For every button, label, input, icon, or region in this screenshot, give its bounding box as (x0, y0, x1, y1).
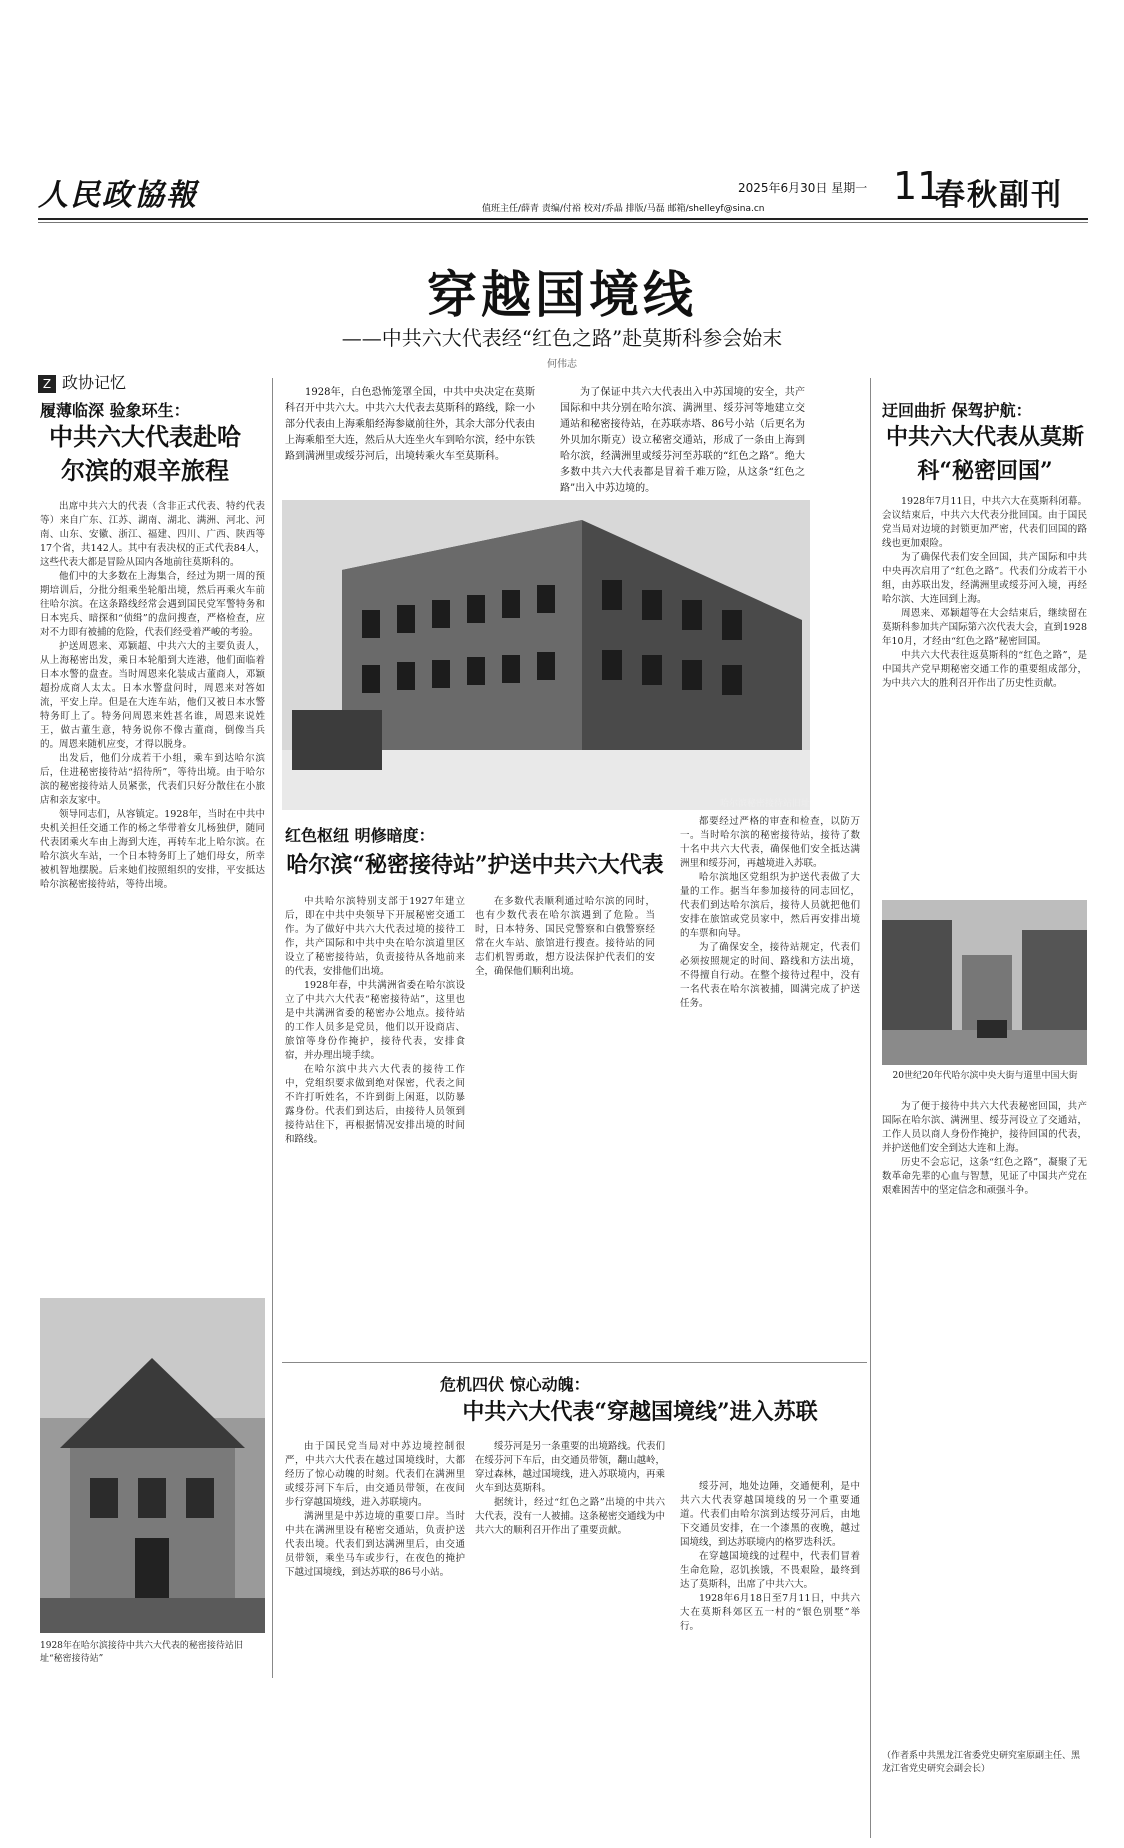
article1-paragraph: 护送周恩来、邓颖超、中共六大的主要负责人，从上海秘密出发，乘日本轮船到大连港，他们面临着日本水警的盘查。当时周恩来化装成古董商人，邓颖超扮成商人太太。日本水警盘问时，周恩来对答如流，平安上岸。但是在大连车站，他们又被日本水警特务盯上了。特务问周恩来姓甚名谁，周恩来说姓王，做古董生意，特务说你不像古董商，倒像当兵的。周恩来随机应变，才得以脱身。 (40, 641, 265, 750)
intro-right (560, 385, 805, 495)
article1-kicker: 履薄临深 验象环生： (40, 401, 190, 420)
article3-body-col3 (680, 1480, 860, 1835)
article3-paragraph: 绥芬河是另一条重要的出境路线。代表们在绥芬河下车后，由交通员带领，翻山越岭，穿过森林，越过国境线，进入苏联境内，再乘火车到达莫斯科。 (475, 1441, 665, 1494)
section-divider (282, 1362, 867, 1363)
left-photo (40, 1298, 265, 1633)
article1-paragraph: 出发后，他们分成若干小组，乘车到达哈尔滨后，住进秘密接待站“招待所”，等待出境。由于哈尔滨的秘密接待站人员紧张，代表们只好分散住在小旅店和亲友家中。 (40, 753, 265, 806)
article3-paragraph: 在穿越国境线的过程中，代表们冒着生命危险，忍饥挨饿，不畏艰险，最终到达了莫斯科，出席了中共六大。 (680, 1551, 860, 1590)
intro-left-text: 1928年，白色恐怖笼罩全国，中共中央决定在莫斯科召开中共六大。中共六大代表去莫斯科的路线，除一小部分代表由上海乘船经海参崴前往外，其余大部分代表由上海乘船至大连，然后从大连坐火车到哈尔滨，经中东铁路到满洲里或绥芬河后，出境转乘火车至莫斯科。 (285, 387, 535, 462)
article3-paragraph: 满洲里是中苏边境的重要口岸。当时中共在满洲里设有秘密交通站，负责护送代表出境。代表们到达满洲里后，由交通员带领，乘坐马车或步行，在夜色的掩护下越过国境线，到达苏联的86号小站。 (285, 1511, 465, 1578)
article2-paragraph: 为了确保安全，接待站规定，代表们必须按照规定的时间、路线和方法出境，不得擅自行动。在整个接待过程中，没有一名代表在哈尔滨被捕，圆满完成了护送任务。 (680, 942, 860, 1009)
article4-kicker: 迂回曲折 保驾护航： (882, 401, 1032, 420)
article2-paragraph: 都要经过严格的审查和检查，以防万一。当时哈尔滨的秘密接待站，接待了数十名中共六大代表，确保他们安全抵达满洲里和绥芬河，再越境进入苏联。 (680, 816, 860, 869)
article4-paragraph: 为了便于接待中共六大代表秘密回国，共产国际在哈尔滨、满洲里、绥芬河设立了交通站，工作人员以商人身份作掩护，接待回国的代表，并护送他们安全到达大连和上海。 (882, 1101, 1087, 1154)
page-number: 11 (893, 164, 942, 208)
intro-left (285, 385, 535, 495)
article4-title: 中共六大代表从莫斯科“秘密回国” (885, 424, 1084, 484)
byline: 何伟志 (547, 359, 577, 370)
main-photo-caption: 哈尔滨秘密接待站旧址 (719, 799, 810, 809)
article3-paragraph: 1928年6月18日至7月11日，中共六大在莫斯科郊区五一村的“银色别墅”举行。 (680, 1593, 860, 1632)
article2-body-col2 (475, 895, 655, 1350)
intro-right-text: 为了保证中共六大代表出入中苏国境的安全，共产国际和中共分别在哈尔滨、满洲里、绥芬河等地建立交通站和秘密接待站，在苏联赤塔、86号小站（后更名为外贝加尔斯克）设立秘密交通站，形成了一条由上海到哈尔滨，经满洲里或绥芬河至苏联的“红色之路”。绝大多数中共六大代表都是冒着千难万险，从这条“红色之路”出入中苏边境的。 (560, 387, 805, 494)
article1-body (40, 500, 265, 1290)
page-subtitle: ——中共六大代表经“红色之路”赴莫斯科参会始末 (341, 326, 783, 350)
article4-body-continued (882, 1100, 1087, 1740)
column-divider (870, 378, 871, 1838)
newspaper-logo: 人民政協報 (38, 178, 198, 213)
article3-kicker: 危机四伏 惊心动魄： (440, 1375, 590, 1394)
column-tag-label: 政协记忆 (62, 373, 127, 392)
article3-paragraph: 绥芬河，地处边陲，交通便利，是中共六大代表穿越国境线的另一个重要通道。代表们由哈尔滨到达绥芬河后，由地下交通员安排，在一个漆黑的夜晚，越过国境线，到达苏联境内的格罗迭科沃。 (680, 1481, 860, 1548)
article3-body-col2 (475, 1440, 665, 1835)
article1-title: 中共六大代表赴哈尔滨的艰辛旅程 (49, 422, 241, 485)
article4-paragraph: 中共六大代表往返莫斯科的“红色之路”，是中国共产党早期秘密交通工作的重要组成部分，为中共六大的胜利召开作出了历史性贡献。 (882, 650, 1087, 689)
column-divider (272, 378, 273, 1678)
article4-paragraph: 历史不会忘记，这条“红色之路”，凝聚了无数革命先辈的心血与智慧，见证了中国共产党在艰难困苦中的坚定信念和顽强斗争。 (882, 1157, 1087, 1196)
article2-paragraph: 中共哈尔滨特别支部于1927年建立后，即在中共中央领导下开展秘密交通工作。为了做好中共六大代表过境的接待工作，共产国际和中共中央在哈尔滨道里区设立了秘密接待站，负责接待从各地前来的代表，安排他们出境。 (285, 896, 465, 977)
column-tag (38, 370, 126, 393)
masthead-rule-thin (38, 222, 1088, 223)
article2-kicker: 红色枢纽 明修暗度： (285, 826, 435, 845)
article2-paragraph: 哈尔滨地区党组织为护送代表做了大量的工作。据当年参加接待的同志回忆，代表们到达哈尔滨后，接待人员就把他们安排在旅馆或党员家中，然后再安排出境的车票和向导。 (680, 872, 860, 939)
main-photo (282, 500, 810, 810)
article4-paragraph: 周恩来、邓颖超等在大会结束后，继续留在莫斯科参加共产国际第六次代表大会，直到1928年10月，才经由“红色之路”秘密回国。 (882, 608, 1087, 647)
article2-body-col3 (680, 815, 860, 1350)
article3-paragraph: 据统计，经过“红色之路”出境的中共六大代表，没有一人被捕。这条秘密交通线为中共六大的顺利召开作出了重要贡献。 (475, 1497, 665, 1536)
article3-body-col1 (285, 1440, 465, 1835)
right-photo-caption: 20世纪20年代哈尔滨中央大街与道里中国大街 (892, 1071, 1078, 1081)
article4-paragraph: 1928年7月11日，中共六大在莫斯科闭幕。会议结束后，中共六大代表分批回国。由于国民党当局对边境的封锁更加严密，代表们回国的路线也更加艰险。 (882, 496, 1087, 549)
article3-title: 中共六大代表“穿越国境线”进入苏联 (462, 1399, 818, 1425)
article2-body-col1 (285, 895, 465, 1350)
column-tag-icon: Z (38, 375, 56, 393)
article2-paragraph: 在哈尔滨中共六大代表的接待工作中，党组织要求做到绝对保密，代表之间不许打听姓名，不许到街上闲逛，以防暴露身份。代表们到达后，由接待人员领到接待站住下，再根据情况安排出境的时间和路线。 (285, 1064, 465, 1145)
article4-paragraph: 为了确保代表们安全回国，共产国际和中共中央再次启用了“红色之路”。代表们分成若干小组，由苏联出发，经满洲里或绥芬河入境，再经哈尔滨、大连回到上海。 (882, 552, 1087, 605)
article2-paragraph: 在多数代表顺利通过哈尔滨的同时，也有少数代表在哈尔滨遇到了危险。当时，日本特务、国民党警察和白俄警察经常在火车站、旅馆进行搜查。接待站的同志们机智勇敢，想方设法保护代表们的安全，确保他们顺利出境。 (475, 896, 655, 977)
author-note: （作者系中共黑龙江省委党史研究室原副主任、黑龙江省党史研究会副会长） (882, 1751, 1081, 1774)
article1-paragraph: 他们中的大多数在上海集合，经过为期一周的预期培训后，分批分组乘坐轮船出境，然后再乘火车前往哈尔滨。在这条路线经常会遇到国民党军警特务和日本宪兵、暗探和“侦缉”的盘问搜查，严格检查，应对不力即有被捕的危险，代表们经受着严峻的考验。 (40, 571, 265, 638)
article2-title: 哈尔滨“秘密接待站”护送中共六大代表 (286, 852, 664, 878)
article1-paragraph: 领导同志们，从容镇定。1928年，当时在中共中央机关担任交通工作的杨之华带着女儿杨独伊，随同代表团乘火车由上海到大连，再转车北上哈尔滨。在哈尔滨火车站，一个日本特务盯上了她们母女，所幸被机智地摆脱。后来她们按照组织的安排，平安抵达哈尔滨秘密接待站，等待出境。 (40, 809, 265, 890)
page-headline: 穿越国境线 (427, 265, 697, 324)
right-photo (882, 900, 1087, 1065)
article1-paragraph: 出席中共六大的代表（含非正式代表、特约代表等）来自广东、江苏、湖南、湖北、满洲、河北、河南、山东、安徽、浙江、福建、四川、广西、陕西等17个省，共142人。其中有表决权的正式代表84人，这些代表大都是冒险从国内各地前往莫斯科的。 (40, 501, 265, 568)
issue-date: 2025年6月30日 星期一 (738, 181, 868, 195)
article3-paragraph: 由于国民党当局对中苏边境控制很严，中共六大代表在越过国境线时，大都经历了惊心动魄的时刻。代表们在满洲里或绥芬河下车后，由交通员带领，在夜间步行穿越国境线，进入苏联境内。 (285, 1441, 465, 1508)
left-photo-caption: 1928年在哈尔滨接待中共六大代表的秘密接待站旧址“秘密接待站” (40, 1641, 243, 1664)
masthead-rule (38, 218, 1088, 220)
article4-body (882, 495, 1087, 890)
article2-paragraph: 1928年春，中共满洲省委在哈尔滨设立了中共六大代表“秘密接待站”，这里也是中共满洲省委的秘密办公地点。接待站的工作人员多是党员，他们以开设商店、旅馆等身份作掩护，接待代表，安排食宿，并办理出境手续。 (285, 980, 465, 1061)
staff-credits: 值班主任/薛青 责编/付裕 校对/乔晶 排版/马磊 邮箱/shelleyf@sina.cn (482, 204, 765, 214)
section-title: 春秋副刊 (935, 178, 1063, 213)
